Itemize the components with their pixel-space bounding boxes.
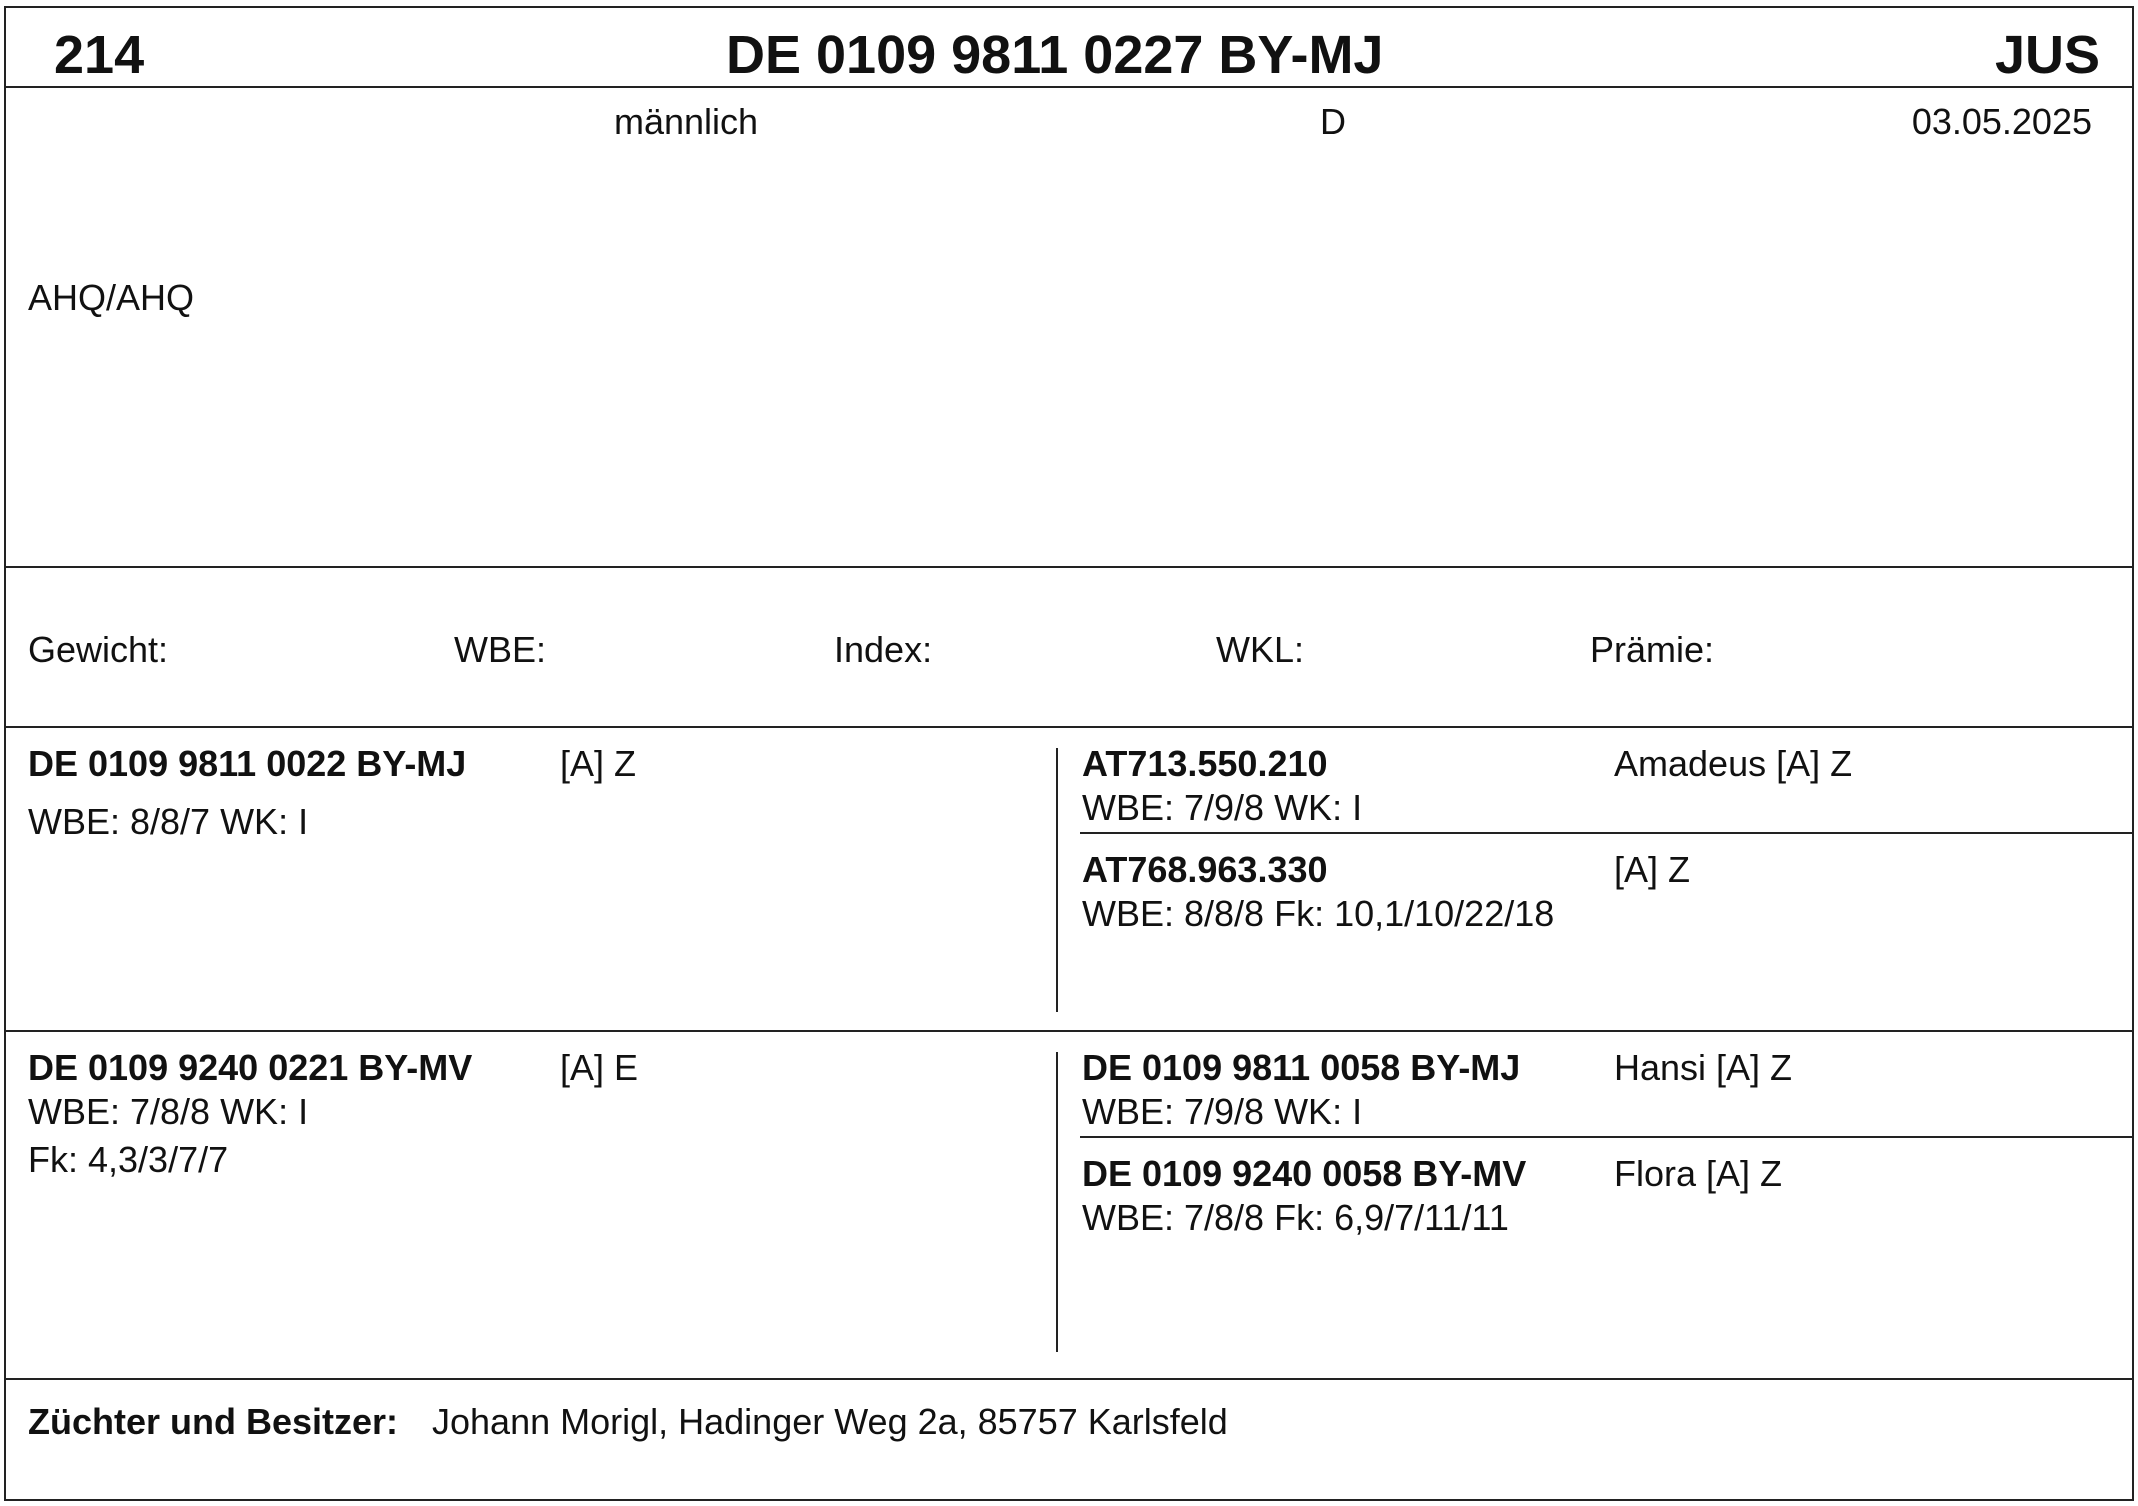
sire-pedigree-divider [1056,748,1058,1012]
animal-card [4,6,2134,1501]
sex-label: männlich [614,101,759,142]
category-code: JUS [1994,25,2100,85]
weight-label: Gewicht: [28,629,169,670]
footer-divider [6,1378,2132,1380]
ear-tag-title: DE 0109 9811 0227 BY-MJ [726,25,1384,85]
dam-id: DE 0109 9240 0221 BY-MV [28,1047,473,1088]
breed-code: D [1320,101,1346,142]
breeder-owner-value: Johann Morigl, Hadinger Weg 2a, 85757 Karlsfeld [432,1401,1228,1442]
dam-fertility: Fk: 4,3/3/7/7 [28,1139,229,1180]
dam-dam-name: Flora [A] Z [1614,1153,1783,1194]
dam-flags: [A] E [560,1047,639,1088]
dam-dam-id: DE 0109 9240 0058 BY-MV [1082,1153,1527,1194]
sire-sire-performance: WBE: 7/9/8 WK: I [1082,787,1363,828]
dam-sire-performance: WBE: 7/9/8 WK: I [1082,1091,1363,1132]
dam-sire-id: DE 0109 9811 0058 BY-MJ [1082,1047,1521,1088]
breeder-owner-label: Züchter und Besitzer: [28,1401,399,1442]
sire-dam-name: [A] Z [1614,849,1691,890]
sire-dam-id: AT768.963.330 [1082,849,1328,890]
dam-performance: WBE: 7/8/8 WK: I [28,1091,309,1132]
wkl-label: WKL: [1216,629,1305,670]
sire-dam-section-divider [6,1030,2132,1032]
sire-flags: [A] Z [560,743,637,784]
dam-dam-performance: WBE: 7/8/8 Fk: 6,9/7/11/11 [1082,1197,1509,1238]
dam-sire-name: Hansi [A] Z [1614,1047,1793,1088]
info-divider [6,566,2132,568]
fields-divider [6,726,2132,728]
header-divider [6,86,2132,88]
genotype: AHQ/AHQ [28,277,195,318]
birth-date: 03.05.2025 [1911,101,2092,142]
sire-dam-performance: WBE: 8/8/8 Fk: 10,1/10/22/18 [1082,893,1555,934]
catalog-number: 214 [54,25,145,85]
sire-performance: WBE: 8/8/7 WK: I [28,801,309,842]
sire-sire-name: Amadeus [A] Z [1614,743,1853,784]
index-label: Index: [834,629,933,670]
dam-pedigree-divider [1056,1052,1058,1352]
sire-grandparents-divider [1080,832,2132,834]
premium-label: Prämie: [1590,629,1715,670]
wbe-label: WBE: [454,629,547,670]
dam-grandparents-divider [1080,1136,2132,1138]
sire-sire-id: AT713.550.210 [1082,743,1328,784]
sire-id: DE 0109 9811 0022 BY-MJ [28,743,467,784]
